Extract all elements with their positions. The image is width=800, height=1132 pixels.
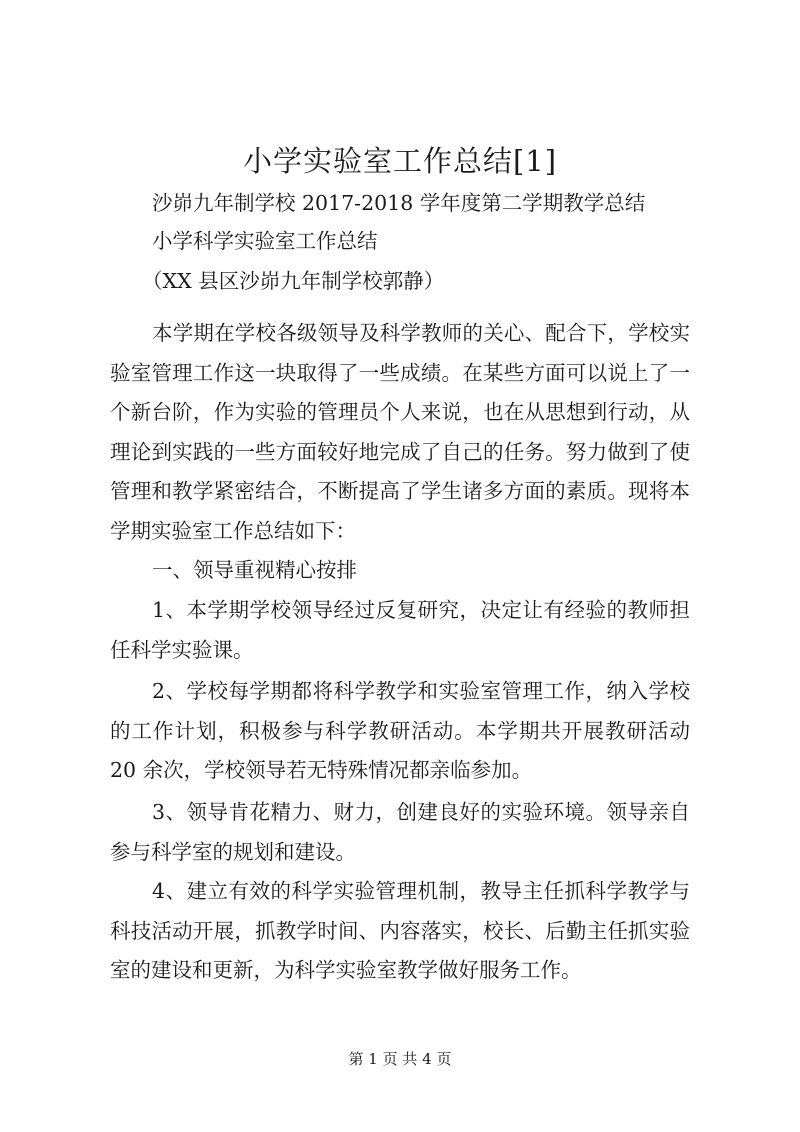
subtitle: 沙峁九年制学校 2017-2018 学年度第二学期教学总结 [152, 191, 646, 215]
paragraph-item-3: 3、领导肯花精力、财力，创建良好的实验环境。领导亲自参与科学室的规划和建设。 [110, 800, 690, 864]
section-heading: 小学科学实验室工作总结 [152, 229, 378, 253]
document-title: 小学实验室工作总结[1] [242, 144, 558, 178]
paragraph-section-one-heading: 一、领导重视精心按排 [152, 558, 357, 582]
paragraph-item-1: 1、本学期学校领导经过反复研究，决定让有经验的教师担任科学实验课。 [110, 598, 690, 662]
paragraph-item-4: 4、建立有效的科学实验管理机制，教导主任抓科学教学与科技活动开展，抓教学时间、内容落实，校长、后勤主任抓实验室的建设和更新，为科学实验室教学做好服务工作。 [110, 879, 690, 982]
paragraph-item-2: 2、学校每学期都将科学教学和实验室管理工作，纳入学校的工作计划，积极参与科学教研活动。本学期共开展教研活动 20 余次，学校领导若无特殊情况都亲临参加。 [110, 679, 690, 782]
paragraph-intro: 本学期在学校各级领导及科学教师的关心、配合下，学校实验室管理工作这一块取得了一些成绩。在某些方面可以说上了一个新台阶，作为实验的管理员个人来说，也在从思想到行动，从理论到实践的一些方面较好地完成了自己的任务。努力做到了使管理和教学紧密结合，不断提高了学生诸多方面的素质。现将本学期实验室工作总结如下： [110, 321, 690, 543]
author-line: （XX 县区沙峁九年制学校郭静） [142, 269, 445, 293]
page-number-footer: 第 1 页 共 4 页 [348, 1050, 452, 1068]
